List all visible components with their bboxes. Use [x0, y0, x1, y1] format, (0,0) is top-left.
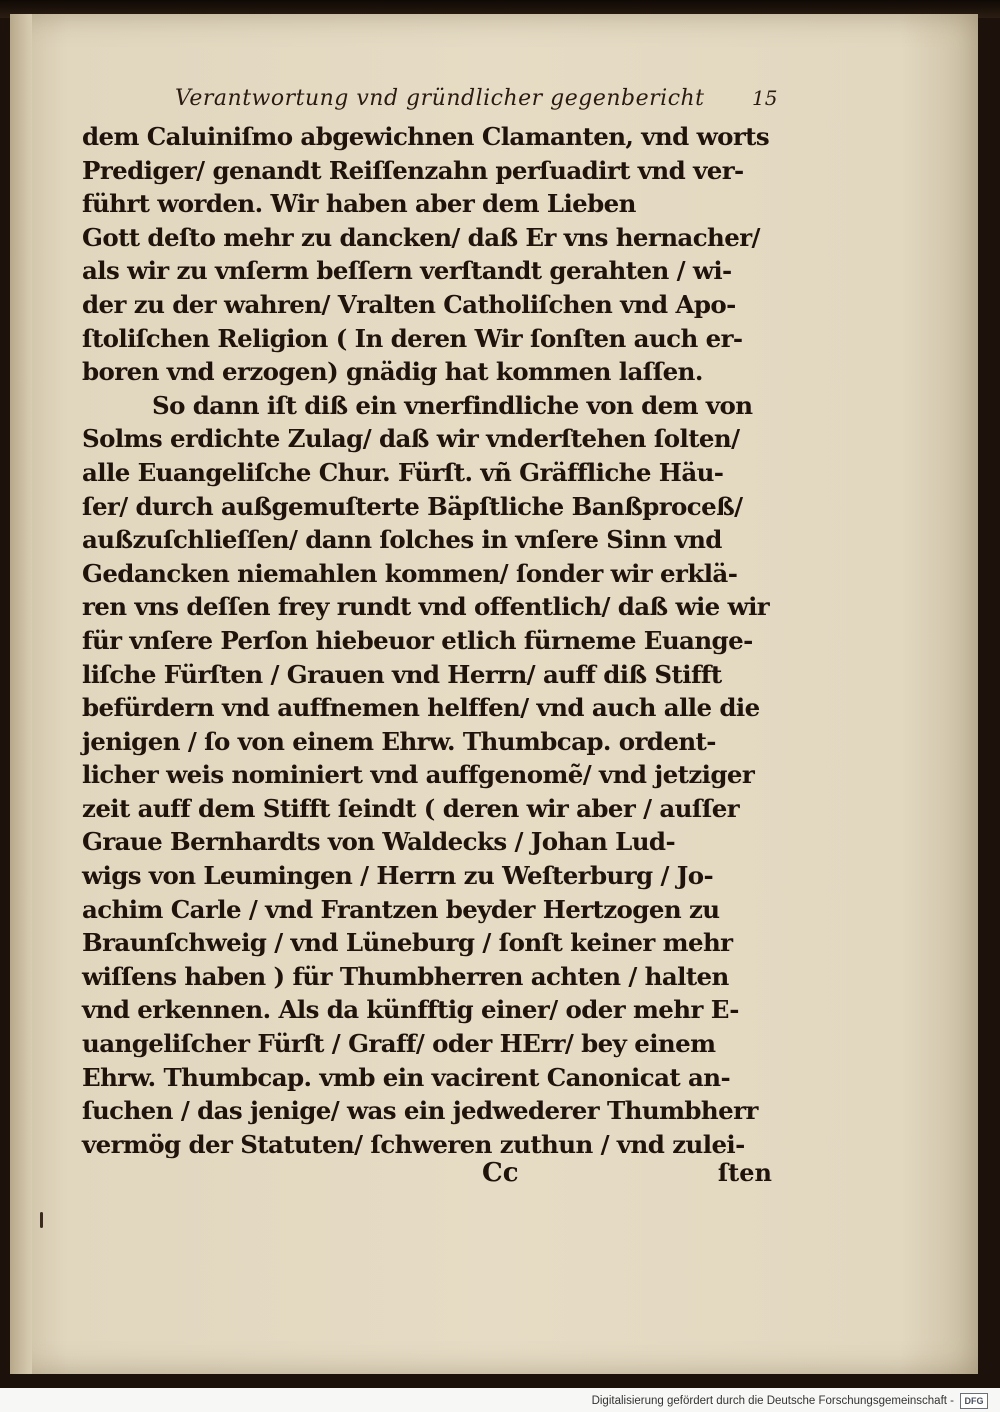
page-gutter: [10, 14, 32, 1374]
catchword: ſten: [717, 1158, 772, 1187]
text-line: ſuchen / das jenige/ was ein jedwederer Thumbherr: [82, 1096, 758, 1126]
text-line: als wir zu vnſerm beſſern verſtandt gerahten / wi-: [82, 256, 732, 286]
text-line: für vnſere Perſon hiebeuor etlich fürneme Euange-: [82, 625, 753, 655]
text-line: achim Carle / vnd Frantzen beyder Hertzogen zu: [82, 894, 720, 924]
text-line: liſche Fürſten / Grauen vnd Herrn/ auff diß Stifft: [82, 659, 722, 689]
text-line: wigs von Leumingen / Herrn zu Weſterburg / Jo-: [82, 861, 714, 891]
text-line: befürdern vnd auffnemen helffen/ vnd auch alle die: [82, 693, 760, 723]
page-footer-row: [82, 1158, 782, 1194]
text-line: wiſſens haben ) für Thumbherren achten / halten: [82, 961, 729, 991]
text-line: Gott deſto mehr zu dancken/ daß Er vns hernacher/: [82, 222, 760, 252]
text-line: licher weis nominiert vnd auffgenomẽ/ vnd jetziger: [82, 760, 755, 790]
text-line: boren vnd erzogen) gnädig hat kommen laſſen.: [82, 357, 703, 387]
digitization-credit: [592, 1393, 988, 1409]
dfg-logo-icon: DFG: [960, 1393, 988, 1409]
page-number: 15: [752, 86, 778, 110]
signature-mark: Cc: [482, 1158, 519, 1188]
running-head: Verantwortung vnd gründlicher gegenbericht: [175, 86, 705, 111]
text-line: Graue Bernhardts von Waldecks / Johan Lud-: [82, 827, 676, 857]
text-line: zeit auff dem Stifft ſeindt ( deren wir aber / auſſer: [82, 793, 740, 823]
text-line: dem Caluiniſmo abgewichnen Clamanten, vnd worts: [82, 122, 770, 151]
text-line: vermög der Statuten/ ſchweren zuthun / vnd zulei-: [82, 1129, 745, 1159]
ink-mark: [40, 1212, 43, 1228]
text-line: uangeliſcher Fürſt / Graff/ oder HErr/ bey einem: [82, 1029, 716, 1059]
text-line: der zu der wahren/ Vralten Catholiſchen vnd Apo-: [82, 289, 736, 319]
text-line: jenigen / ſo von einem Ehrw. Thumbcap. ordent-: [82, 726, 716, 756]
text-line: führt worden. Wir haben aber dem Lieben: [82, 189, 636, 219]
text-line: Ehrw. Thumbcap. vmb ein vacirent Canonicat an-: [82, 1062, 731, 1092]
text-line: ſtoliſchen Religion ( In deren Wir ſonſten auch er-: [82, 323, 743, 353]
text-line: alle Euangeliſche Chur. Fürſt. vñ Gräffliche Häu-: [82, 457, 724, 487]
text-line: Solms erdichte Zulag/ daß wir vnderſtehen ſolten/: [82, 424, 740, 454]
text-line: Prediger/ genandt Reiſſenzahn perſuadirt vnd ver-: [82, 155, 744, 185]
text-line: Braunſchweig / vnd Lüneburg / ſonſt keiner mehr: [82, 928, 733, 958]
text-line: vnd erkennen. Als da künfftig einer/ oder mehr E-: [82, 995, 739, 1025]
text-block: [82, 120, 782, 1161]
credit-text: Digitalisierung gefördert durch die Deutsche Forschungsgemeinschaft -: [591, 1395, 954, 1407]
text-line: So dann iſt diß ein vnerfindliche von dem von: [152, 390, 753, 420]
text-line: ſer/ durch außgemuſterte Bäpſtliche Banßproceß/: [82, 491, 743, 521]
text-line: außzuſchlieſſen/ dann ſolches in vnſere Sinn vnd: [82, 525, 722, 555]
text-line: Gedancken niemahlen kommen/ ſonder wir erklä-: [82, 558, 738, 588]
text-line: ren vns deſſen frey rundt vnd offentlich/ daß wie wir: [82, 592, 770, 622]
